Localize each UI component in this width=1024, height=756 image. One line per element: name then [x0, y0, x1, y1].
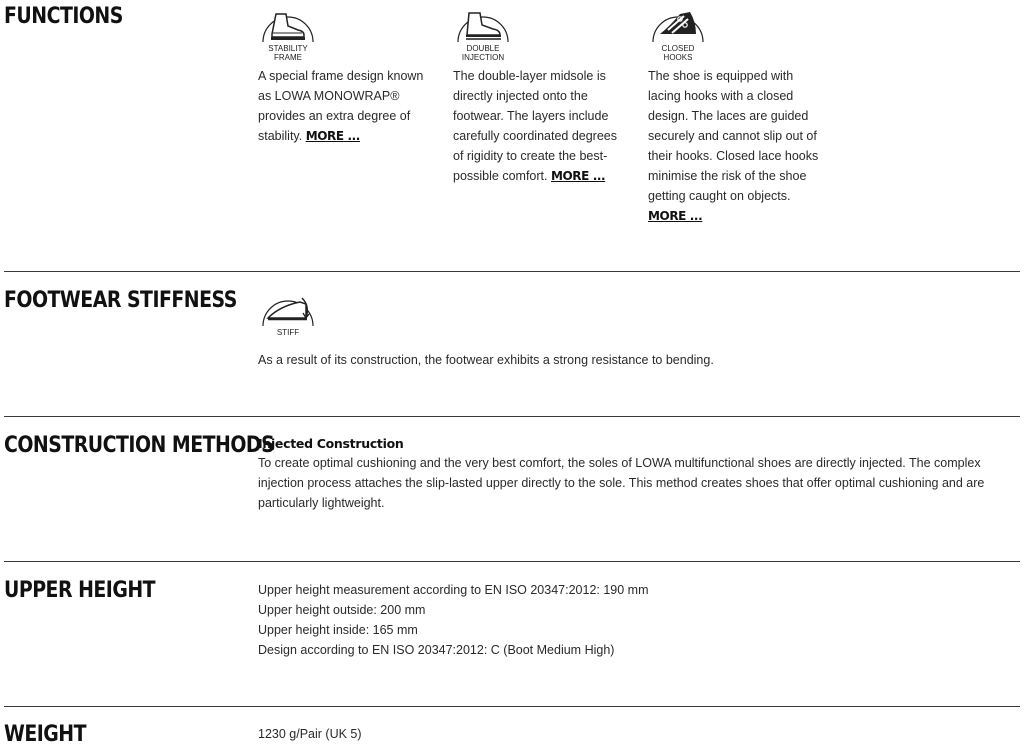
closed-hooks-badge: [648, 4, 708, 62]
text-line: securely and cannot slip out of: [648, 129, 817, 143]
text-line: footwear. The layers include: [453, 109, 609, 123]
text-line: as LOWA MONOWRAP®: [258, 89, 400, 103]
upper-height-line: Upper height inside: 165 mm: [258, 623, 418, 637]
icon-label-line-1: DOUBLE: [466, 44, 500, 53]
text-line-last: [258, 126, 438, 146]
construction-content: [258, 436, 1020, 513]
upper-height-line: Design according to EN ISO 20347:2012: C (Boot Medium High): [258, 643, 615, 657]
text-line-last: [648, 206, 828, 226]
weight-section: [4, 722, 1020, 756]
text-line-last: [453, 166, 633, 186]
text-line: their hooks. Closed lace hooks: [648, 149, 819, 163]
text-line: stability.: [258, 129, 303, 143]
function-stability-frame: [258, 4, 438, 146]
text-line: The shoe is equipped with: [648, 69, 794, 83]
icon-label: STIFF: [276, 328, 300, 337]
text-line: minimise the risk of the shoe: [648, 169, 807, 183]
function-closed-hooks: [648, 4, 828, 226]
construction-methods-heading: CONSTRUCTION METHODS: [4, 433, 275, 458]
stability-frame-badge: [258, 4, 318, 62]
icon-label-line-1: CLOSED: [661, 44, 695, 53]
weight-value: 1230 g/Pair (UK 5): [258, 727, 362, 741]
icon-label-line-2: HOOKS: [663, 53, 693, 62]
construction-description: [258, 453, 1020, 513]
upper-height-values: [258, 580, 649, 660]
text-line: A special frame design known: [258, 69, 424, 83]
text-line: possible comfort.: [453, 169, 548, 183]
section-divider: [4, 271, 1020, 272]
upper-height-line: Upper height measurement according to EN ISO 20347:2012: 190 mm: [258, 583, 649, 597]
double-injection-shoe-icon: [455, 4, 511, 44]
double-injection-badge: [453, 4, 513, 62]
section-divider: [4, 706, 1020, 707]
text-line: directly injected onto the: [453, 89, 588, 103]
text-line: particularly lightweight.: [258, 496, 385, 510]
text-line: of rigidity to create the best-: [453, 149, 608, 163]
icon-label-line-1: STABILITY: [268, 44, 308, 53]
upper-height-heading: UPPER HEIGHT: [4, 578, 156, 603]
text-line: lacing hooks with a closed: [648, 89, 794, 103]
stability-frame-shoe-icon: [260, 4, 316, 44]
stiff-sole-icon: [260, 288, 316, 328]
icon-label-line-2: FRAME: [274, 53, 302, 62]
footwear-stiffness-section: [4, 288, 1020, 398]
section-divider: [4, 561, 1020, 562]
upper-height-line: Upper height outside: 200 mm: [258, 603, 426, 617]
text-line: getting caught on objects.: [648, 189, 791, 203]
function-description: [453, 66, 633, 186]
more-link-double-injection[interactable]: MORE ...: [550, 169, 606, 183]
function-description: [258, 66, 438, 146]
construction-subtitle: Injected Construction: [258, 436, 404, 451]
text-line: design. The laces are guided: [648, 109, 809, 123]
stiffness-description: As a result of its construction, the footwear exhibits a strong resistance to bending.: [258, 353, 714, 367]
function-description: [648, 66, 828, 226]
text-line: injection process attaches the slip-lasted upper directly to the sole. This method creates shoes that offer optimal cushioning and are: [258, 476, 985, 490]
upper-height-section: [4, 578, 1020, 678]
functions-section: [4, 4, 1020, 234]
text-line: provides an extra degree of: [258, 109, 411, 123]
closed-hooks-lacing-icon: [650, 4, 706, 44]
text-line: To create optimal cushioning and the very best comfort, the soles of LOWA multifunctional shoes are directly injected. The complex: [258, 456, 981, 470]
functions-heading: FUNCTIONS: [4, 4, 123, 29]
stiffness-badge: [258, 288, 318, 337]
section-divider: [4, 416, 1020, 417]
function-double-injection: [453, 4, 633, 186]
more-link-stability-frame[interactable]: MORE ...: [305, 129, 360, 143]
icon-label-line-2: INJECTION: [461, 53, 505, 62]
text-line: carefully coordinated degrees: [453, 129, 617, 143]
more-link-closed-hooks[interactable]: MORE ...: [648, 209, 703, 223]
weight-heading: WEIGHT: [4, 722, 87, 747]
stiff-badge-wrap: [258, 288, 318, 337]
text-line: The double-layer midsole is: [453, 69, 606, 83]
footwear-stiffness-heading: FOOTWEAR STIFFNESS: [4, 288, 237, 313]
construction-methods-section: [4, 433, 1020, 533]
